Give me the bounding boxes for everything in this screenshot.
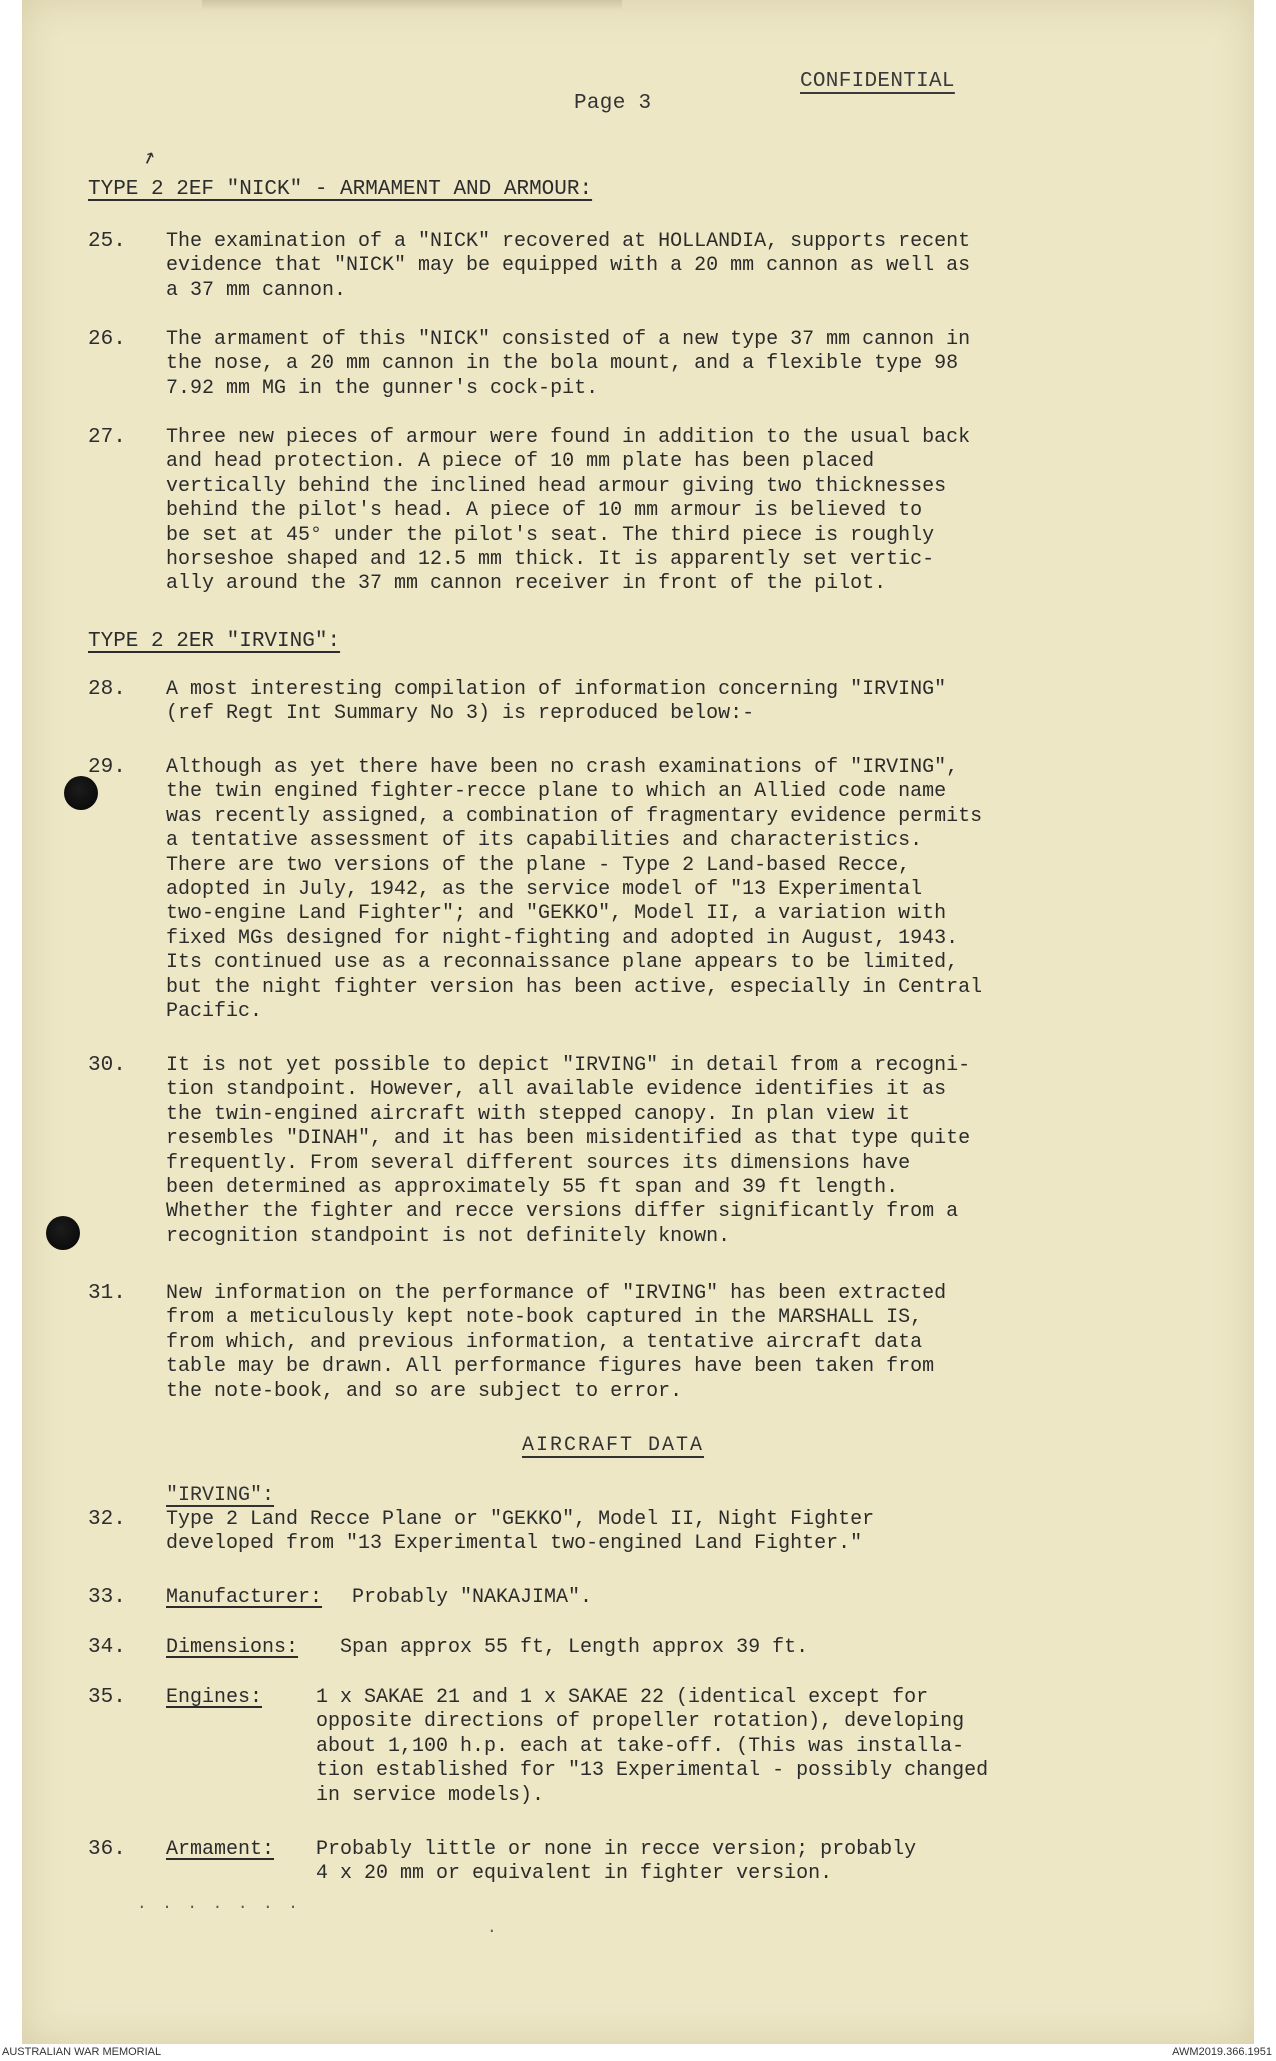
paragraph-number: 31. <box>88 1282 126 1305</box>
spec-label: Dimensions: <box>166 1636 299 1659</box>
spec-number: 33. <box>88 1586 126 1609</box>
section-heading-irving: TYPE 2 2ER "IRVING": <box>88 630 341 653</box>
spec-label: Armament: <box>166 1838 275 1861</box>
classification-stamp: CONFIDENTIAL <box>800 70 955 93</box>
spec-value: Probably "NAKAJIMA". <box>352 1586 593 1609</box>
punch-hole-icon <box>46 1216 80 1250</box>
spec-number: 35. <box>88 1686 126 1709</box>
footer-initials: · <box>487 1922 497 1940</box>
pen-mark: ↗ <box>138 143 160 172</box>
spec-number: 32. <box>88 1508 126 1531</box>
paragraph-text: The armament of this "NICK" consisted of a new type 37 mm cannon in the nose, a 20 mm cannon in the bola mount, and a flexible type 98 7.92 mm MG in the gunner's cock-pit. <box>166 328 971 400</box>
paragraph-text: A most interesting compilation of information concerning "IRVING" (ref Regt Int Summary No 3) is reproduced below:- <box>166 678 947 726</box>
paragraph-text: Three new pieces of armour were found in addition to the usual back and head protection. A piece of 10 mm plate has been placed vertically behind the inclined head armour giving two thicknesses behind the pilot's head. A piece of 10 mm armour is believed to be set at 45° under the pilot's seat. The third piece is roughly horseshoe shaped and 12.5 mm thick. It is apparently set vertic- ally around the 37 mm cannon receiver in front of the pilot. <box>166 426 971 596</box>
spec-value: 1 x SAKAE 21 and 1 x SAKAE 22 (identical except for opposite directions of propeller rotation), developing about 1,100 h.p. each at take-off. (This was installa- tion established for "13 Experimental - possibly changed in service models). <box>316 1686 989 1807</box>
punch-hole-icon <box>64 776 98 810</box>
paragraph-text: Although as yet there have been no crash examinations of "IRVING", the twin engined fighter-recce plane to which an Allied code name was recently assigned, a combination of fragmentary evidence permits a tentative assessment of its capabilities and characteristics. There are two versions of the plane - Type 2 Land-based Recce, adopted in July, 1942, as the service model of "13 Experimental two-engine Land Fighter"; and "GEKKO", Model II, a variation with fixed MGs designed for night-fighting and adopted in August, 1943. Its continued use as a reconnaissance plane appears to be limited, but the night fighter version has been active, especially in Central Pacific. <box>166 756 983 1024</box>
archive-reference: AWM2019.366.1951 <box>1172 2046 1272 2058</box>
spec-number: 36. <box>88 1838 126 1861</box>
paragraph-number: 26. <box>88 328 126 351</box>
footer-marks: · · · · · · · <box>137 1898 301 1916</box>
spec-label: Engines: <box>166 1686 263 1709</box>
aircraft-subject: "IRVING": <box>166 1484 275 1507</box>
section-heading-nick: TYPE 2 2EF "NICK" - ARMAMENT AND ARMOUR: <box>88 178 593 201</box>
top-edge-smudge <box>202 0 622 10</box>
paragraph-text: The examination of a "NICK" recovered at HOLLANDIA, supports recent evidence that "NICK" may be equipped with a 20 mm cannon as well as a 37 mm cannon. <box>166 230 971 302</box>
archive-credit: AUSTRALIAN WAR MEMORIAL <box>2 2046 162 2058</box>
document-page <box>22 0 1254 2044</box>
paragraph-text: It is not yet possible to depict "IRVING" in detail from a recogni- tion standpoint. However, all available evidence identifies it as the twin-engined aircraft with stepped canopy. In plan view it resembles "DINAH", and it has been misidentified as that type quite frequently. From several different sources its dimensions have been determined as approximately 55 ft span and 39 ft length. Whether the fighter and recce versions differ significantly from a recognition standpoint is not definitely known. <box>166 1054 971 1248</box>
paragraph-number: 25. <box>88 230 126 253</box>
spec-value: Probably little or none in recce version; probably 4 x 20 mm or equivalent in fighter version. <box>316 1838 917 1886</box>
paragraph-text: New information on the performance of "IRVING" has been extracted from a meticulously kept note-book captured in the MARSHALL IS, from which, and previous information, a tentative aircraft data table may be drawn. All performance figures have been taken from the note-book, and so are subject to error. <box>166 1282 947 1403</box>
paragraph-number: 28. <box>88 678 126 701</box>
archive-credit-strip <box>0 2044 1276 2061</box>
page-number: Page 3 <box>574 92 652 115</box>
spec-label: Manufacturer: <box>166 1586 323 1609</box>
paragraph-number: 27. <box>88 426 126 449</box>
paragraph-number: 29. <box>88 756 126 779</box>
paragraph-number: 30. <box>88 1054 126 1077</box>
spec-value: Type 2 Land Recce Plane or "GEKKO", Model II, Night Fighter developed from "13 Experimental two-engined Land Fighter." <box>166 1508 875 1556</box>
spec-number: 34. <box>88 1636 126 1659</box>
spec-value: Span approx 55 ft, Length approx 39 ft. <box>340 1636 809 1659</box>
aircraft-data-title: AIRCRAFT DATA <box>522 1434 705 1457</box>
